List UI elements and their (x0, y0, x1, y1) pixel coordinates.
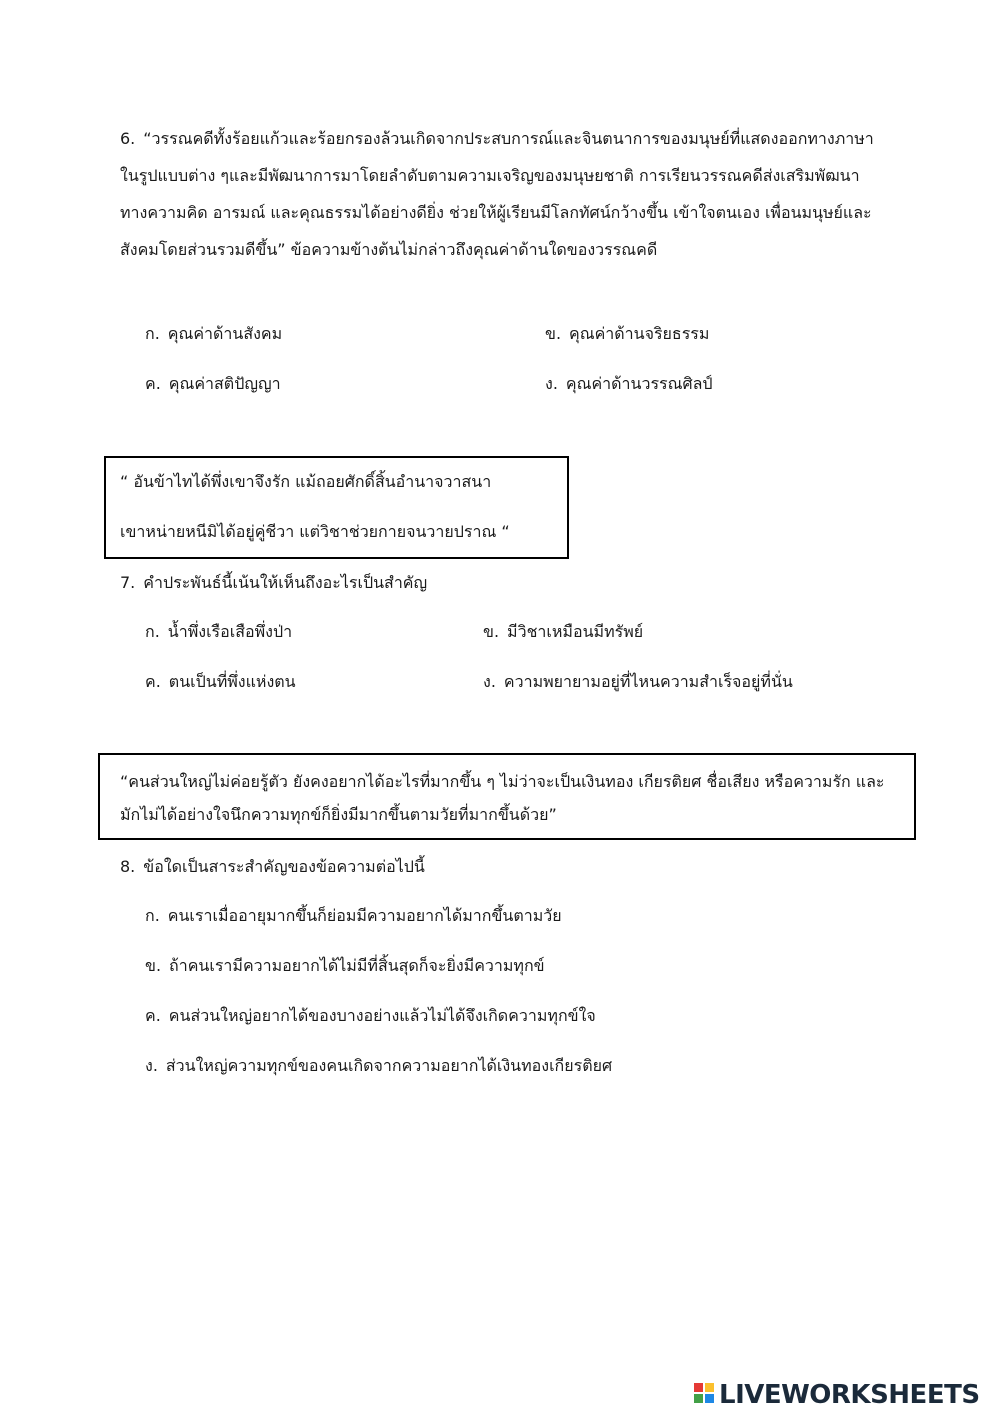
liveworksheets-logo-icon (694, 1381, 716, 1409)
choice-letter: ค. (145, 672, 161, 691)
question-7-choice-b[interactable] (483, 620, 643, 645)
question-8-number: 8. (120, 857, 136, 876)
question-6-text: “วรรณคดีทั้งร้อยแก้วและร้อยกรองล้วนเกิดจากประสบการณ์และจินตนาการของมนุษย์ที่แสดงออกทางภาษาในรูปแบบต่าง ๆและมีพัฒนาการมาโดยลำดับตามความเจริญของมนุษยชาติ การเรียนวรรณคดีส่งเสริมพัฒนาทางความคิด อารมณ์ และคุณธรรมได้อย่างดียิ่ง ช่วยให้ผู้เรียนมีโลกทัศน์กว้างขึ้น เข้าใจตนเอง เพื่อนมนุษย์และสังคมโดยส่วนรวมดีขึ้น” ข้อความข้างต้นไม่กล่าวถึงคุณค่าด้านใดของวรรณคดี (120, 129, 874, 259)
choice-text: คนส่วนใหญ่อยากได้ของบางอย่างแล้วไม่ได้จึงเกิดความทุกข์ใจ (168, 1006, 596, 1025)
question-7-choice-a[interactable] (145, 620, 292, 645)
question-6-choice-c[interactable] (145, 372, 281, 397)
logo-square-red (694, 1383, 703, 1392)
choice-text: ตนเป็นที่พึ่งแห่งตน (168, 672, 296, 691)
choice-text: ถ้าคนเรามีความอยากได้ไม่มีที่สิ้นสุดก็จะยิ่งมีความทุกข์ (169, 956, 545, 975)
choice-text: คุณค่าสติปัญญา (168, 374, 281, 393)
poem-box (104, 456, 569, 559)
question-7-choice-d[interactable] (483, 670, 793, 695)
choice-letter: ค. (145, 1006, 161, 1025)
question-8-choice-b[interactable] (145, 954, 545, 979)
question-7-number: 7. (120, 573, 136, 592)
question-6-number: 6. (120, 129, 136, 148)
choice-text: คุณค่าด้านสังคม (167, 324, 283, 343)
choice-letter: ข. (545, 324, 562, 343)
quote-text: “คนส่วนใหญ่ไม่ค่อยรู้ตัว ยังคงอยากได้อะไรที่มากขึ้น ๆ ไม่ว่าจะเป็นเงินทอง เกียรติยศ ชื่อเสียง หรือความรัก และมักไม่ได้อย่างใจนึกความทุกข์ก็ยิ่งมีมากขึ้นตามวัยที่มากขึ้นด้วย” (120, 772, 885, 824)
choice-text: คนเราเมื่ออายุมากขึ้นก็ย่อมมีความอยากได้มากขึ้นตามวัย (167, 906, 562, 925)
logo-square-green (694, 1394, 703, 1403)
choice-text: คุณค่าด้านวรรณศิลป์ (565, 374, 713, 393)
logo-square-blue (705, 1394, 714, 1403)
question-8-choice-a[interactable] (145, 904, 562, 929)
choice-letter: ค. (145, 374, 161, 393)
choice-letter: ง. (545, 374, 558, 393)
choice-letter: ง. (483, 672, 496, 691)
choice-text: ส่วนใหญ่ความทุกข์ของคนเกิดจากความอยากได้เงินทองเกียรติยศ (165, 1056, 613, 1075)
choice-letter: ก. (145, 906, 160, 925)
question-8-text: ข้อใดเป็นสาระสำคัญของข้อความต่อไปนี้ (143, 857, 425, 876)
question-6-choice-a[interactable] (145, 322, 282, 347)
poem-line-2: เขาหน่ายหนีมิได้อยู่คู่ชีวา แต่วิชาช่วยกายจนวายปราณ “ (120, 522, 510, 541)
choice-letter: ก. (145, 324, 160, 343)
question-7 (120, 571, 427, 596)
question-6-choice-d[interactable] (545, 372, 713, 397)
choice-text: ความพยายามอยู่ที่ไหนความสำเร็จอยู่ที่นั่น (503, 672, 793, 691)
question-7-text: คำประพันธ์นี้เน้นให้เห็นถึงอะไรเป็นสำคัญ (143, 573, 428, 592)
liveworksheets-logo[interactable] (694, 1378, 980, 1412)
question-6 (120, 120, 880, 268)
choice-text: มีวิชาเหมือนมีทรัพย์ (507, 622, 644, 641)
question-8-choice-d[interactable] (145, 1054, 612, 1079)
poem-line-1: “ อันข้าไทได้พึ่งเขาจึงรัก แม้ถอยศักดิ์สิ้นอำนาจวาสนา (120, 472, 492, 491)
liveworksheets-logo-text: LIVEWORKSHEETS (719, 1380, 980, 1410)
choice-text: น้ำพึ่งเรือเสือพึ่งป่า (167, 622, 293, 641)
question-7-choice-c[interactable] (145, 670, 296, 695)
choice-letter: ข. (483, 622, 500, 641)
choice-letter: ง. (145, 1056, 158, 1075)
quote-box (98, 753, 916, 840)
question-6-choice-b[interactable] (545, 322, 709, 347)
choice-letter: ข. (145, 956, 162, 975)
choice-text: คุณค่าด้านจริยธรรม (569, 324, 710, 343)
question-8 (120, 855, 425, 880)
choice-letter: ก. (145, 622, 160, 641)
logo-square-yellow (705, 1383, 714, 1392)
question-8-choice-c[interactable] (145, 1004, 596, 1029)
